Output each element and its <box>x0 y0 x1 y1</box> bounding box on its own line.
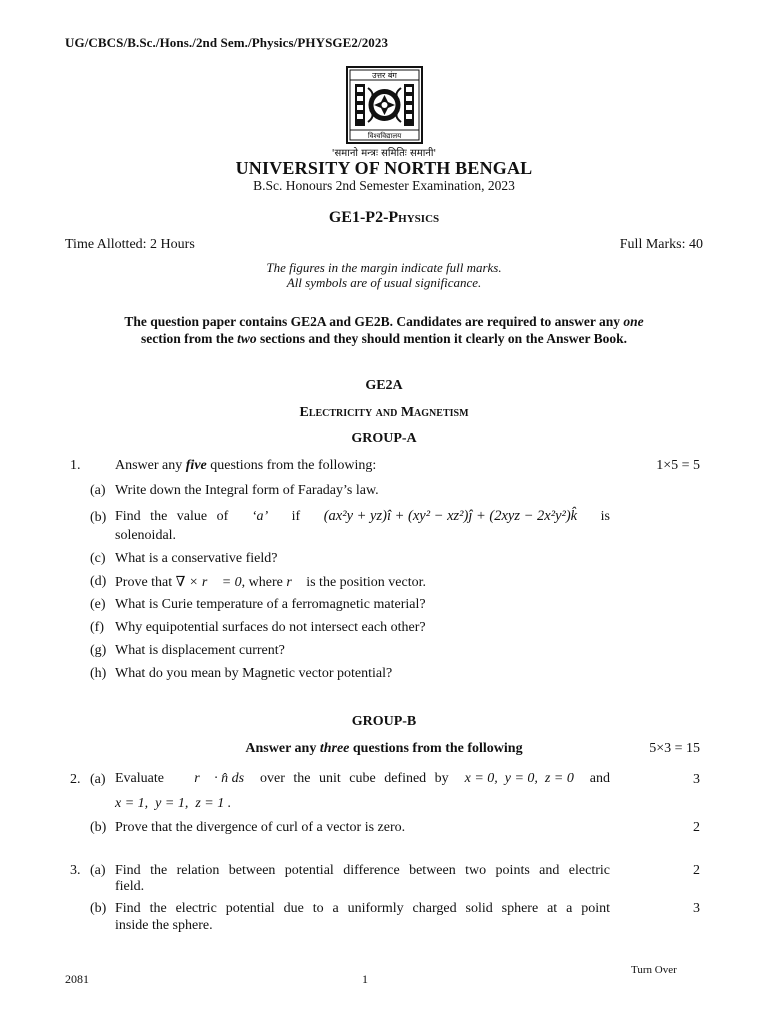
q2-a-label: (a) <box>90 772 106 787</box>
q1-b-expression: (ax²y + yz)î + (xy² − xz²)ĵ + (2xyz − 2x²y²)k̂ <box>323 508 578 524</box>
q3-a-line1: Find the relation between potential difference between two points and electric <box>115 863 610 878</box>
question-1-text-a: Answer any <box>115 458 186 473</box>
q1-f-text: Why equipotential surfaces do not intersect each other? <box>115 620 426 635</box>
footer-code: 2081 <box>65 972 89 986</box>
group-b-title: GROUP-B <box>351 714 417 729</box>
paper-title-subject: Physics <box>388 209 440 226</box>
question-1-marks: 1×5 = 5 <box>656 458 700 473</box>
q1-d-expression: ∇ × r⃗ = 0 <box>175 575 242 590</box>
q2-a-text1: Evaluate <box>115 771 164 786</box>
q2-a-line1 <box>115 771 610 787</box>
logo-bottom-text: विश्वविद्यालय <box>367 132 402 140</box>
q1-b-variable: ‘a’ <box>251 509 269 524</box>
q1-b-label: (b) <box>90 510 107 525</box>
section-instruction-part-a: The question paper contains GE2A and GE2B. Candidates are required to answer any <box>124 314 624 329</box>
question-3-number: 3. <box>70 863 81 878</box>
group-b-instruction-a: Answer any <box>245 741 320 756</box>
group-b-marks: 5×3 = 15 <box>649 741 700 756</box>
q1-d-text-b: , where <box>241 575 287 590</box>
q2-b-marks: 2 <box>693 820 700 835</box>
group-a-title: GROUP-A <box>351 431 417 446</box>
q3-b-marks: 3 <box>693 901 700 916</box>
q3-b-label: (b) <box>90 901 107 916</box>
section-instruction <box>110 314 658 347</box>
general-instructions <box>0 260 768 290</box>
university-logo <box>346 66 423 144</box>
q1-f-label: (f) <box>90 620 104 635</box>
paper-code: UG/CBCS/B.Sc./Hons./2nd Sem./Physics/PHYSGE2/2023 <box>65 35 389 50</box>
q1-h-label: (h) <box>90 666 107 681</box>
full-marks: Full Marks: 40 <box>619 237 703 252</box>
q3-b-line1: Find the electric potential due to a uniformly charged solid sphere at a point <box>115 901 610 916</box>
q1-b-line2: solenoidal. <box>115 528 177 543</box>
section-instruction-part-b: section from the <box>141 330 238 346</box>
section-instruction-two: two <box>237 330 257 346</box>
q1-d-text-a: Prove that <box>115 575 176 590</box>
q2-a-text3: and <box>589 771 610 786</box>
q2-b-text: Prove that the divergence of curl of a vector is zero. <box>115 820 406 835</box>
section-subject: Electricity and Magnetism <box>299 405 469 420</box>
q2-a-line2: x = 1, y = 1, z = 1 . <box>115 796 232 811</box>
q3-a-line2: field. <box>115 879 145 894</box>
q1-g-text: What is displacement current? <box>115 643 285 658</box>
instruction-line-1: The figures in the margin indicate full marks. <box>266 260 502 275</box>
paper-title-prefix: GE1-P2- <box>328 209 389 226</box>
q1-c-text: What is a conservative field? <box>115 551 278 566</box>
q1-d-text-c: is the position vector. <box>302 575 426 590</box>
question-1-text-em: five <box>185 458 207 473</box>
section-instruction-one: one <box>623 314 644 329</box>
q2-a-integral: ∯ r⃗ · n̂ ds <box>179 771 245 786</box>
exam-name: B.Sc. Honours 2nd Semester Examination, 2023 <box>253 178 515 193</box>
section-name: GE2A <box>365 378 403 393</box>
q2-b-label: (b) <box>90 820 107 835</box>
group-b-instruction-b: questions from the following <box>349 741 523 756</box>
q1-d-position-vector: r⃗ <box>286 575 303 590</box>
page-number: 1 <box>362 972 368 986</box>
turn-over: Turn Over <box>631 964 677 976</box>
question-1-number: 1. <box>70 458 81 473</box>
q1-e-text: What is Curie temperature of a ferromagnetic material? <box>115 597 426 612</box>
q1-b-line1 <box>115 508 610 525</box>
q2-a-condition: x = 0, y = 0, z = 0 <box>464 771 574 786</box>
q2-a-marks: 3 <box>693 772 700 787</box>
q1-e-label: (e) <box>90 597 106 612</box>
q3-b-line2: inside the sphere. <box>115 918 213 933</box>
q2-a-text2: over the unit cube defined by <box>260 771 449 786</box>
question-1-text-b: questions from the following: <box>206 458 377 473</box>
q3-a-label: (a) <box>90 863 106 878</box>
q1-b-text-b: if <box>291 509 301 524</box>
q1-c-label: (c) <box>90 551 106 566</box>
paper-title <box>0 209 768 227</box>
q1-b-text-a: Find the value of <box>115 509 229 524</box>
q1-d-label: (d) <box>90 574 107 589</box>
question-2-number: 2. <box>70 772 81 787</box>
logo-top-text: उत्तर बंग <box>372 71 397 80</box>
university-name: UNIVERSITY OF NORTH BENGAL <box>235 158 533 178</box>
q1-d-text <box>115 574 610 591</box>
q1-h-text: What do you mean by Magnetic vector potential? <box>115 666 393 681</box>
q1-a-label: (a) <box>90 483 106 498</box>
time-allotted: Time Allotted: 2 Hours <box>65 237 195 252</box>
motto: 'समानो मन्त्रः समितिः समानी' <box>331 148 437 159</box>
instruction-line-2: All symbols are of usual significance. <box>286 275 482 290</box>
q1-a-text: Write down the Integral form of Faraday’s law. <box>115 483 379 498</box>
section-instruction-part-c: sections and they should mention it clearly on the Answer Book. <box>256 330 627 346</box>
q1-b-tail: is <box>600 509 610 524</box>
q1-g-label: (g) <box>90 643 107 658</box>
q3-a-marks: 2 <box>693 863 700 878</box>
group-b-instruction-em: three <box>319 741 350 756</box>
question-1-text <box>115 458 376 474</box>
